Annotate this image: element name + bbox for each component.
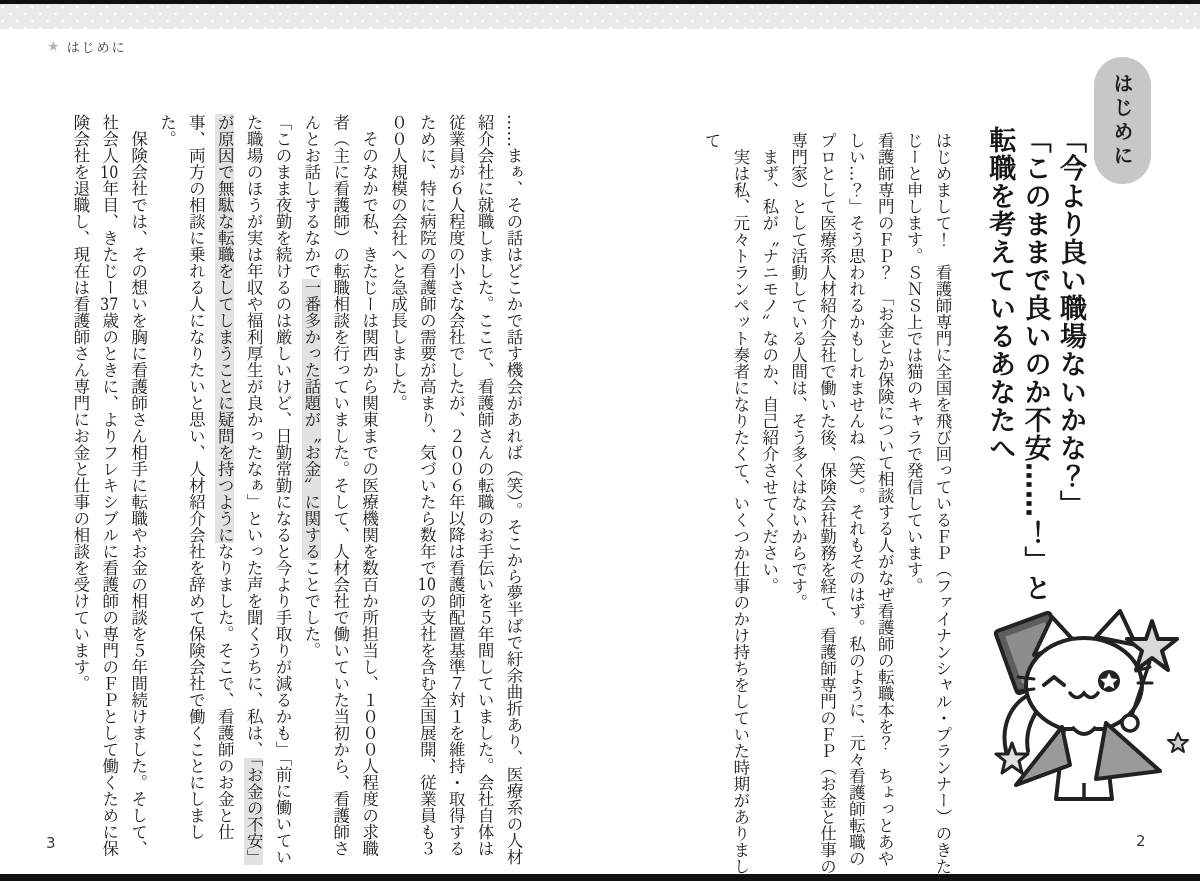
paragraph [783, 132, 899, 876]
running-head-label: はじめに [66, 41, 127, 56]
title-line: 「このままで良いのか不安……！」と [1019, 126, 1051, 602]
cat-mascot-illustration [978, 593, 1190, 815]
text-segment: はじめまして！ 看護師専門に全国を飛び回っているＦＰ（ファイナンシャル・プランナー）のきたじーと申します。ＳＮＳ上では猫のキャラで発信しています。 [904, 132, 952, 875]
page-number-left: 3 [46, 834, 56, 852]
text-segment: 10 [417, 576, 436, 593]
small-star-icon [996, 743, 1028, 773]
text-segment: 歳のときに、よりフレキシブルに看護師の専門のＦＰとして働くために保険会社を退職し、現在は看護師さん専門にお金と仕事の相談を受けています。 [70, 114, 119, 857]
chapter-title [982, 126, 1088, 604]
title-line: 「今より良い職場ないかな？」 [1055, 126, 1086, 518]
text-segment: 「このまま夜勤を続けるのは厳しいけど、日勤常勤になると今より手取りが減るかも」「前に働いていた職場のほうが実は年収や福利厚生が良かったなぁ」といった声を聞くうちに、私は、 [244, 114, 292, 865]
paragraph [383, 114, 527, 870]
running-head [47, 37, 127, 56]
text-segment: ……まぁ、その話はどこかで話す機会があれば（笑）。そこから夢半ばで紆余曲折あり、医療系の人材紹介会社に就職しました。ここで、看護師さんの転職のお手伝いを５年間していました。会社自体は従業員が６人程度の小さな会社でしたが、２００６年以降は看護師配置基準７対１を維持・取得するために、特に病院の看護師の需要が高まり、気づいたら数年で [417, 114, 523, 865]
text-segment: 37 [100, 295, 119, 312]
text-segment: まず、私が〝ナニモノ〟なのか、自己紹介させてください。 [759, 132, 779, 594]
page-number-right: 2 [1136, 832, 1146, 850]
dotted-pattern-band [0, 4, 1200, 29]
text-segment: 年目、きたじー [99, 180, 119, 296]
bottom-edge-bar [0, 874, 1200, 881]
chapter-badge: はじめに [1094, 57, 1151, 184]
tiny-star-icon [1168, 733, 1188, 752]
cat-mascot-drawing [978, 593, 1190, 815]
text-segment: なりました。そこで、看護師のお金と仕事、両方の相談に乗れる人になりたいと思い、人材紹介会社を辞めて保険会社で働くことにしました。 [157, 114, 235, 840]
text-segment: ことでした。 [301, 559, 321, 659]
text-segment: 10 [100, 163, 119, 180]
paragraph [152, 114, 296, 870]
left-page-body [65, 114, 527, 870]
paragraph [696, 132, 754, 876]
paragraph [296, 114, 383, 870]
text-segment: 保険会社では、その想いを胸に看護師さん相手に転職やお金の相談を５年間続けました。そして、社会人 [99, 114, 148, 857]
paragraph [754, 132, 783, 876]
highlighted-text: 一番多かった話題が〝お金〟に関する [301, 279, 321, 560]
text-segment: そのなかで私、きたじーは関西から関東までの医療機関を数百か所担当し、１０００人程度の求職者（主に看護師）の転職相談を行っていました。そして、人材会社で働いていた当初から、看護師さんとお話しするなかで [301, 114, 379, 857]
paragraph [65, 114, 152, 870]
text-segment: 実は私、元々トランペット奏者になりたくて、いくつか仕事のかけ持ちをしていた時期がありまして [702, 132, 750, 875]
highlighted-text: 「お金の不安」が原因で無駄な転職をしてしまうことに疑問を持つように [215, 114, 264, 865]
paragraph [898, 132, 956, 876]
star-icon: ★ [47, 38, 60, 55]
right-page-body [696, 132, 956, 876]
text-segment: 看護師専門のＦＰ？ 「お金とか保険について相談する人がなぜ看護師の転職本を？ ちょっとあやしい…？」そう思われるかもしれませんね（笑）。それもそのはず。私のように、元々看護師転職のプロとして医療系人材紹介会社で働いた後、保険会社勤務を経て、看護師専門のＦＰ（お金と仕事の専門家）として活動している人間は、そう多くはないからです。 [788, 132, 895, 875]
title-line: 転職を考えているあなたへ [984, 126, 1016, 462]
text-segment: の支社を含む全国展開、従業員も３００人規模の会社へと急成長しました。 [388, 114, 437, 857]
